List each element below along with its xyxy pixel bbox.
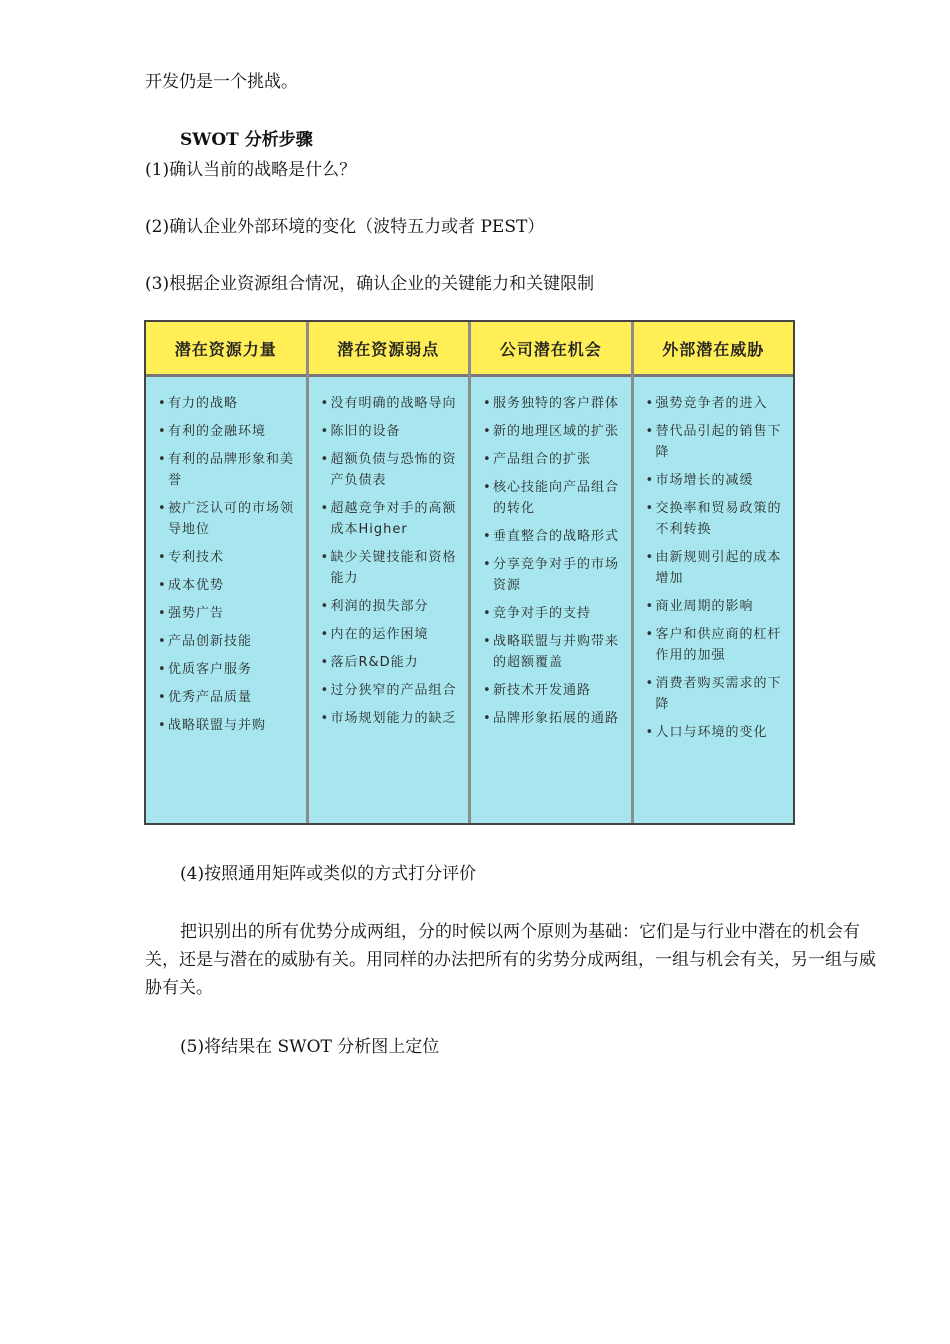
swot-item: • 新的地理区域的扩张: [483, 421, 623, 442]
swot-column-title: 公司潜在机会: [471, 322, 631, 377]
swot-item: • 市场规划能力的缺乏: [321, 708, 461, 729]
step-3: (3)根据企业资源组合情况，确认企业的关键能力和关键限制: [145, 274, 595, 294]
swot-item: • 优质客户服务: [158, 659, 298, 680]
swot-item-list: [646, 393, 786, 743]
swot-item: • 垂直整合的战略形式: [483, 526, 623, 547]
text-line-top: 开发仍是一个挑战。: [145, 72, 298, 92]
swot-item: • 专利技术: [158, 547, 298, 568]
swot-item: • 核心技能向产品组合的转化: [483, 477, 623, 519]
body-paragraph: 把识别出的所有优势分成两组，分的时候以两个原则为基础：它们是与行业中潜在的机会有关，还是与潜在的威胁有关。用同样的办法把所有的劣势分成两组，一组与机会有关，另一组与威胁有关。: [145, 922, 876, 998]
swot-figure: [144, 320, 795, 825]
swot-item: • 落后R&D能力: [321, 652, 461, 673]
swot-column-opportunities: [471, 322, 631, 823]
swot-column-title: 潜在资源弱点: [309, 322, 469, 377]
swot-item: • 由新规则引起的成本增加: [646, 547, 786, 589]
swot-item: • 分享竞争对手的市场资源: [483, 554, 623, 596]
swot-item: • 强势竞争者的进入: [646, 393, 786, 414]
swot-column-title: 外部潜在威胁: [634, 322, 794, 377]
swot-item: • 客户和供应商的杠杆作用的加强: [646, 624, 786, 666]
swot-item: • 过分狭窄的产品组合: [321, 680, 461, 701]
swot-item: • 战略联盟与并购: [158, 715, 298, 736]
swot-item: • 被广泛认可的市场领导地位: [158, 498, 298, 540]
swot-item: • 缺少关键技能和资格能力: [321, 547, 461, 589]
swot-item: • 利润的损失部分: [321, 596, 461, 617]
swot-item: • 品牌形象拓展的通路: [483, 708, 623, 729]
swot-item: • 产品创新技能: [158, 631, 298, 652]
swot-column-title: 潜在资源力量: [146, 322, 306, 377]
swot-item-list: [483, 393, 623, 729]
swot-item: • 有利的金融环境: [158, 421, 298, 442]
swot-item: • 商业周期的影响: [646, 596, 786, 617]
step-4: (4)按照通用矩阵或类似的方式打分评价: [180, 864, 477, 884]
swot-item-list: [321, 393, 461, 729]
swot-item: • 内在的运作困境: [321, 624, 461, 645]
step-5: (5)将结果在 SWOT 分析图上定位: [180, 1037, 440, 1057]
swot-item: • 有利的品牌形象和美誉: [158, 449, 298, 491]
swot-item: • 战略联盟与并购带来的超额覆盖: [483, 631, 623, 673]
swot-column-threats: [634, 322, 794, 823]
swot-item: • 超越竞争对手的高额成本Higher: [321, 498, 461, 540]
swot-item: • 强势广告: [158, 603, 298, 624]
swot-item: • 人口与环境的变化: [646, 722, 786, 743]
swot-column-weaknesses: [309, 322, 469, 823]
section-title: SWOT 分析步骤: [180, 130, 313, 150]
swot-item: • 市场增长的减缓: [646, 470, 786, 491]
swot-item: • 竞争对手的支持: [483, 603, 623, 624]
swot-item: • 超额负债与恐怖的资产负债表: [321, 449, 461, 491]
step-1: (1)确认当前的战略是什么？: [145, 160, 357, 180]
swot-item: • 消费者购买需求的下降: [646, 673, 786, 715]
swot-item: • 交换率和贸易政策的不利转换: [646, 498, 786, 540]
swot-column-strengths: [146, 322, 306, 823]
swot-item: • 成本优势: [158, 575, 298, 596]
swot-item: • 产品组合的扩张: [483, 449, 623, 470]
swot-item-list: [158, 393, 298, 736]
swot-item: • 没有明确的战略导向: [321, 393, 461, 414]
swot-item: • 新技术开发通路: [483, 680, 623, 701]
swot-item: • 优秀产品质量: [158, 687, 298, 708]
swot-item: • 替代品引起的销售下降: [646, 421, 786, 463]
step-2: (2)确认企业外部环境的变化（波特五力或者 PEST）: [145, 217, 545, 237]
swot-item: • 服务独特的客户群体: [483, 393, 623, 414]
swot-item: • 有力的战略: [158, 393, 298, 414]
swot-item: • 陈旧的设备: [321, 421, 461, 442]
